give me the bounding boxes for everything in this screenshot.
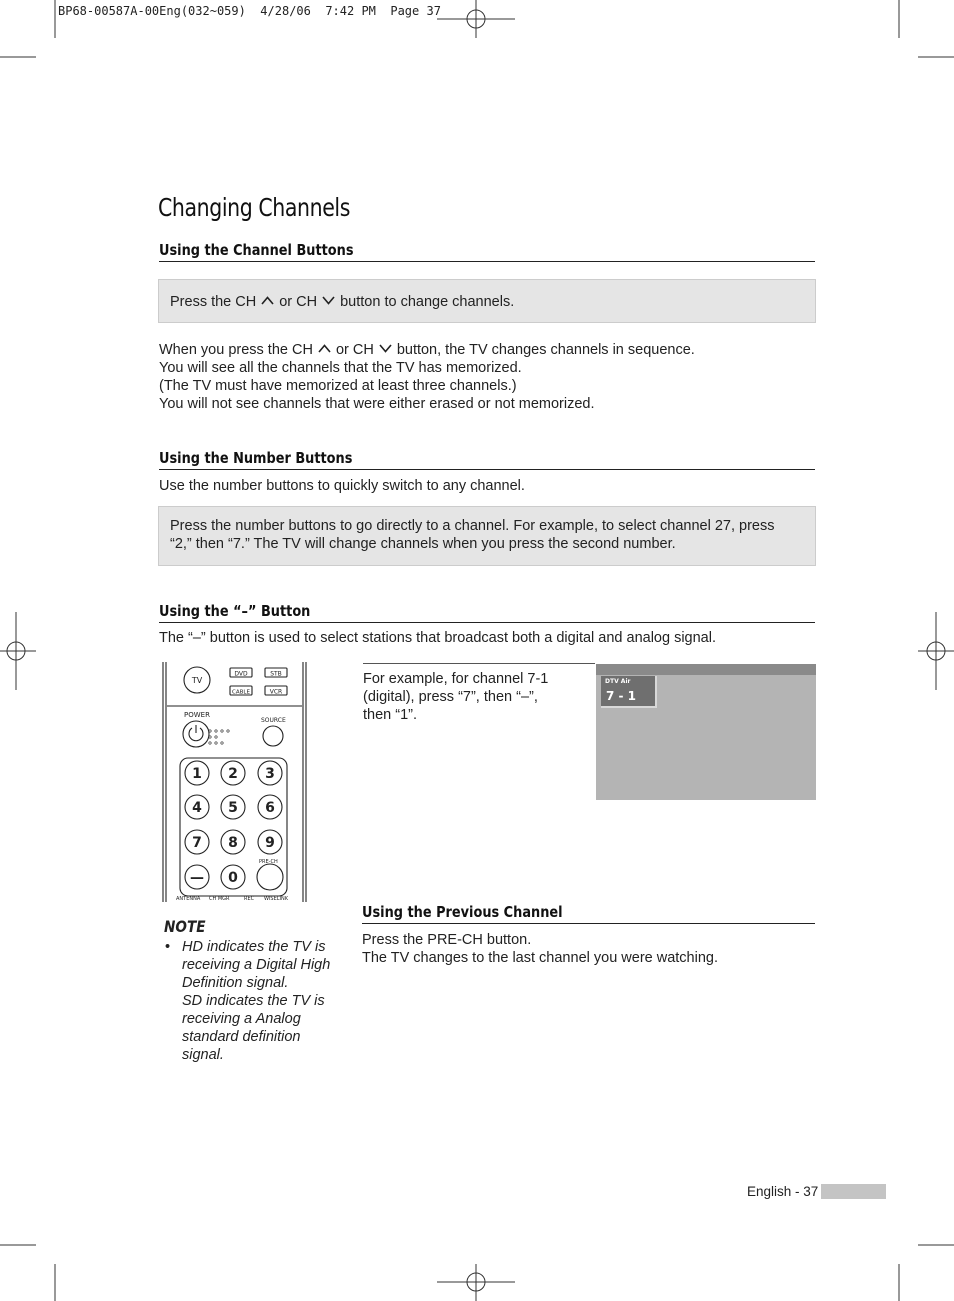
note-heading: NOTE <box>164 917 206 936</box>
svg-text:DVD: DVD <box>234 670 248 678</box>
remote-control-illustration <box>160 662 312 902</box>
section-heading-number-buttons: Using the Number Buttons <box>159 448 815 470</box>
channel-banner <box>601 676 657 708</box>
previous-channel-body: Press the PRE-CH button. The TV changes to the last channel you were watching. <box>362 932 719 966</box>
chevron-down-icon <box>322 296 335 305</box>
svg-text:SOURCE: SOURCE <box>261 717 286 724</box>
chevron-up-icon <box>261 296 274 305</box>
svg-text:VCR: VCR <box>269 688 283 696</box>
svg-text:ANTENNA: ANTENNA <box>176 896 201 902</box>
slug-page: Page 37 <box>390 4 441 18</box>
dash-example-text: For example, for channel 7-1 (digital), press “7”, then “–”, then “1”. <box>363 671 549 723</box>
channel-banner-label: DTV Air <box>605 678 631 685</box>
dash-button-intro: The “–” button is used to select stations that broadcast both a digital and analog signal. <box>159 630 716 646</box>
svg-text:0: 0 <box>228 870 238 886</box>
svg-text:POWER: POWER <box>184 711 210 719</box>
instruction-box-channel-buttons <box>158 279 816 323</box>
svg-text:9: 9 <box>265 835 275 851</box>
svg-text:6: 6 <box>265 800 275 816</box>
svg-text:8: 8 <box>228 835 238 851</box>
section-heading-dash-button: Using the “–” Button <box>159 601 815 623</box>
svg-text:CH MGR: CH MGR <box>209 896 230 902</box>
channel-buttons-body: When you press the CH or CH button, the TV changes channels in sequence. You will see all the channels that the TV has memorized. (The TV must have memorized at least three channels.) You will not see channels that were either erased or not memorized. <box>159 342 695 412</box>
slug-date: 4/28/06 <box>260 4 311 18</box>
svg-text:3: 3 <box>265 766 275 782</box>
section-heading-previous-channel: Using the Previous Channel <box>362 902 815 924</box>
box-text-1: Press the CH <box>170 294 257 310</box>
svg-text:4: 4 <box>192 800 202 816</box>
svg-text:REC: REC <box>244 896 255 902</box>
svg-text:STB: STB <box>270 670 282 678</box>
footer-bar <box>821 1184 886 1199</box>
number-buttons-intro: Use the number buttons to quickly switch to any channel. <box>159 478 525 494</box>
svg-text:1: 1 <box>192 766 202 782</box>
chevron-down-icon <box>379 344 392 353</box>
print-slug <box>58 4 441 18</box>
remote-tv-label: TV <box>191 676 203 685</box>
box-text-3: button to change channels. <box>340 294 515 310</box>
svg-text:WISELINK: WISELINK <box>264 896 289 902</box>
page-footer: English - 37 <box>747 1184 819 1199</box>
slug-file: BP68-00587A-00Eng(032~059) <box>58 4 246 18</box>
slug-time: 7:42 PM <box>325 4 376 18</box>
tv-screen-illustration <box>596 664 816 800</box>
svg-text:PRE-CH: PRE-CH <box>259 859 278 865</box>
box-text-2: or CH <box>279 294 318 310</box>
svg-text:7: 7 <box>192 835 202 851</box>
svg-text:5: 5 <box>228 800 238 816</box>
example-rule <box>363 663 595 664</box>
svg-text:2: 2 <box>228 766 238 782</box>
svg-text:—: — <box>190 870 204 886</box>
note-bullet: • <box>165 939 171 955</box>
chevron-up-icon <box>318 344 331 353</box>
note-text: HD indicates the TV is receiving a Digital High Definition signal. SD indicates the TV is receiving a Analog standard definition signal. <box>182 939 331 1063</box>
channel-banner-number: 7 - 1 <box>606 689 637 703</box>
instruction-box-number-buttons: Press the number buttons to go directly to a channel. For example, to select channel 27, press “2,” then “7.” The TV will change channels when you press the second number. <box>158 506 816 566</box>
svg-text:CABLE: CABLE <box>232 689 250 696</box>
section-heading-channel-buttons: Using the Channel Buttons <box>159 240 815 262</box>
page-title: Changing Channels <box>158 193 350 222</box>
